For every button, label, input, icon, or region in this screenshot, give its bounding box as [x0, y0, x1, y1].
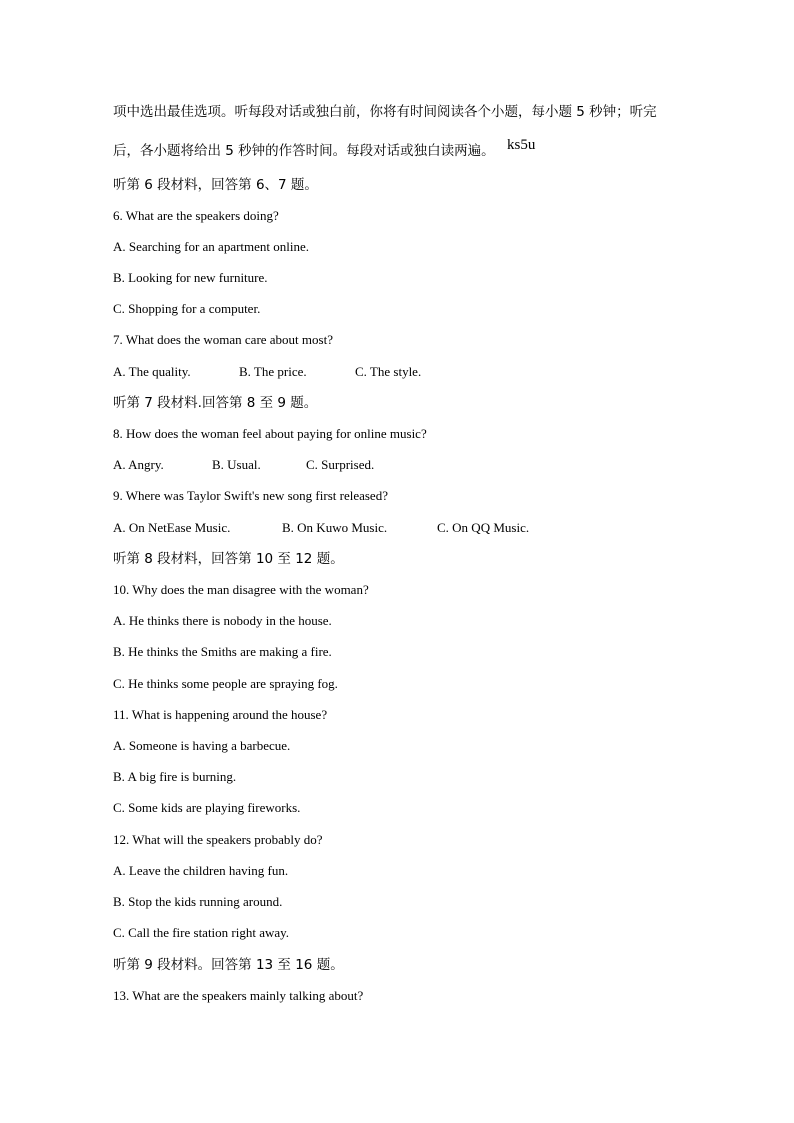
intro-line-1: 项中选出最佳选项。听每段对话或独白前，你将有时间阅读各个小题，每小题 5 秒钟；听完 — [113, 104, 657, 120]
intro-line-2: 后，各小题将给出 5 秒钟的作答时间。每段对话或独白读两遍。 — [113, 143, 495, 159]
question-10-stem: 10. Why does the man disagree with the woman? — [113, 582, 369, 597]
question-11-option-c: C. Some kids are playing fireworks. — [113, 800, 301, 815]
question-7-option-a: A. The quality. — [113, 364, 191, 379]
question-11-option-b: B. A big fire is burning. — [113, 769, 237, 784]
question-12-option-b: B. Stop the kids running around. — [113, 894, 283, 909]
question-8-option-c: C. Surprised. — [306, 457, 375, 472]
question-7-option-b: B. The price. — [239, 364, 307, 379]
question-8-option-a: A. Angry. — [113, 457, 164, 472]
question-12-option-c: C. Call the fire station right away. — [113, 925, 290, 940]
question-10-option-b: B. He thinks the Smiths are making a fire. — [113, 644, 332, 659]
question-8-option-b: B. Usual. — [212, 457, 261, 472]
question-11-stem: 11. What is happening around the house? — [113, 707, 328, 722]
question-6-stem: 6. What are the speakers doing? — [113, 208, 279, 223]
question-10-option-c: C. He thinks some people are spraying fog. — [113, 676, 338, 691]
watermark-text: ks5u — [507, 137, 536, 153]
question-6-option-a: A. Searching for an apartment online. — [113, 239, 310, 254]
question-10-option-a: A. He thinks there is nobody in the house. — [113, 613, 332, 628]
question-9-option-b: B. On Kuwo Music. — [282, 520, 388, 535]
question-12-stem: 12. What will the speakers probably do? — [113, 832, 323, 847]
question-13-stem: 13. What are the speakers mainly talking about? — [113, 988, 364, 1003]
question-9-option-c: C. On QQ Music. — [437, 520, 530, 535]
section-heading-9: 听第 9 段材料。回答第 13 至 16 题。 — [113, 957, 344, 973]
question-12-option-a: A. Leave the children having fun. — [113, 863, 289, 878]
section-heading-8: 听第 8 段材料，回答第 10 至 12 题。 — [113, 551, 344, 567]
question-9-stem: 9. Where was Taylor Swift's new song first released? — [113, 488, 388, 503]
section-heading-7: 听第 7 段材料.回答第 8 至 9 题。 — [113, 395, 318, 411]
question-7-stem: 7. What does the woman care about most? — [113, 332, 333, 347]
question-7-option-c: C. The style. — [355, 364, 422, 379]
question-8-stem: 8. How does the woman feel about paying for online music? — [113, 426, 427, 441]
section-heading-6: 听第 6 段材料，回答第 6、7 题。 — [113, 177, 318, 193]
question-9-option-a: A. On NetEase Music. — [113, 520, 231, 535]
question-11-option-a: A. Someone is having a barbecue. — [113, 738, 291, 753]
question-6-option-b: B. Looking for new furniture. — [113, 270, 268, 285]
question-6-option-c: C. Shopping for a computer. — [113, 301, 261, 316]
